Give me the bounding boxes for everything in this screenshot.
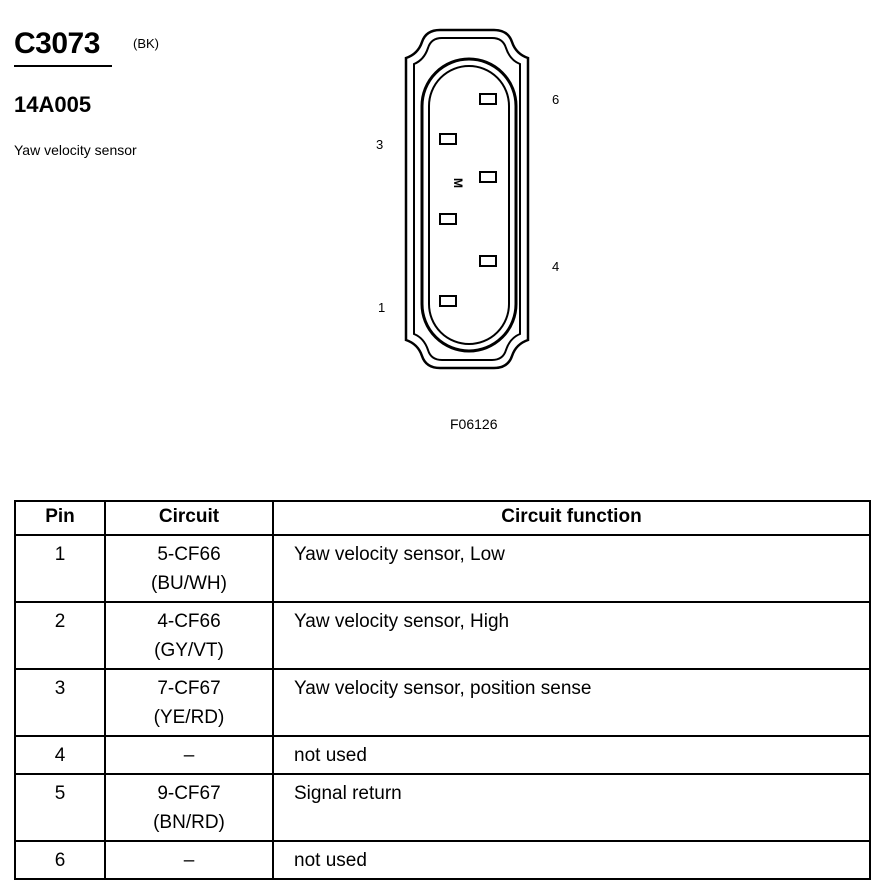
circuit-cell <box>105 774 273 841</box>
function-cell: Yaw velocity sensor, position sense <box>273 669 870 736</box>
circuit-cell <box>105 602 273 669</box>
title-underline <box>14 65 112 67</box>
table-row <box>15 669 870 736</box>
connector-cavity-outer <box>422 59 516 351</box>
pin-cell: 6 <box>15 841 105 879</box>
pin-1-terminal <box>440 296 456 306</box>
table-row <box>15 736 870 774</box>
header-pin: Pin <box>15 501 105 535</box>
connector-id: C3073 <box>14 27 100 60</box>
circuit-number: 5-CF66 <box>157 544 221 565</box>
circuit-number: 9-CF67 <box>157 783 221 804</box>
pin-cell: 2 <box>15 602 105 669</box>
pin-5-terminal <box>480 172 496 182</box>
table-row <box>15 774 870 841</box>
circuit-color: (GY/VT) <box>154 640 224 661</box>
circuit-number: – <box>183 850 195 871</box>
table-header-row <box>15 501 870 535</box>
connector-color-code: (BK) <box>133 36 159 51</box>
function-cell: Yaw velocity sensor, High <box>273 602 870 669</box>
pin-cell: 4 <box>15 736 105 774</box>
circuit-cell <box>105 736 273 774</box>
table-row <box>15 535 870 602</box>
pin-label-1: 1 <box>378 300 386 315</box>
pin-label-3: 3 <box>376 137 384 152</box>
circuit-number: 7-CF67 <box>157 678 221 699</box>
part-number: 14A005 <box>14 92 92 117</box>
table-row <box>15 841 870 879</box>
pin-6-terminal <box>480 94 496 104</box>
table-row <box>15 602 870 669</box>
function-cell: Signal return <box>273 774 870 841</box>
circuit-number: 4-CF66 <box>157 611 221 632</box>
header-circuit-function: Circuit function <box>273 501 870 535</box>
pin-2-terminal <box>440 214 456 224</box>
component-description: Yaw velocity sensor <box>14 142 137 158</box>
circuit-cell <box>105 535 273 602</box>
connector-face-diagram <box>400 24 540 374</box>
pin-cell: 5 <box>15 774 105 841</box>
function-cell: not used <box>273 736 870 774</box>
pin-label-6: 6 <box>552 92 560 107</box>
circuit-cell <box>105 841 273 879</box>
circuit-color: (BU/WH) <box>151 573 227 594</box>
header-circuit: Circuit <box>105 501 273 535</box>
pin-label-4: 4 <box>552 259 560 274</box>
circuit-color: (YE/RD) <box>153 707 225 728</box>
pin-4-terminal <box>480 256 496 266</box>
connector-center-mark: M <box>451 178 465 188</box>
function-cell: Yaw velocity sensor, Low <box>273 535 870 602</box>
function-cell: not used <box>273 841 870 879</box>
pinout-table <box>14 500 871 880</box>
circuit-color: (BN/RD) <box>153 812 225 833</box>
pin-cell: 3 <box>15 669 105 736</box>
figure-id: F06126 <box>450 416 498 432</box>
pin-3-terminal <box>440 134 456 144</box>
circuit-number: – <box>183 745 195 766</box>
circuit-cell <box>105 669 273 736</box>
pin-cell: 1 <box>15 535 105 602</box>
